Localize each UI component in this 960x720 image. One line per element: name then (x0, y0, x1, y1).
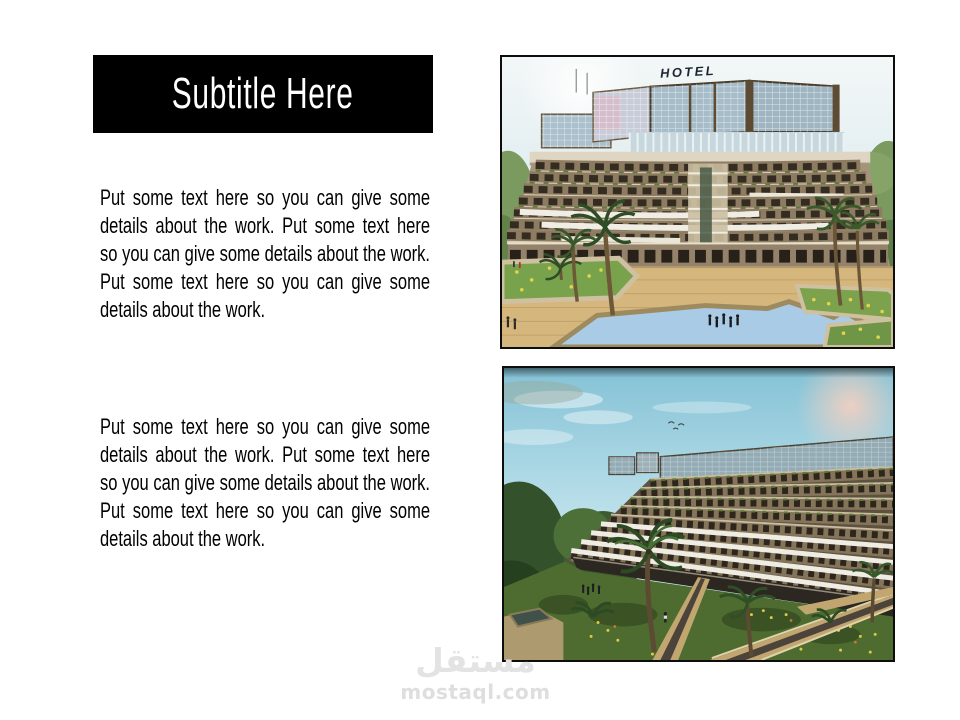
subtitle-box (93, 55, 433, 133)
hotel-sign: HOTEL (659, 62, 717, 81)
watermark (378, 641, 573, 704)
watermark-latin: mostaql.com (400, 679, 551, 704)
watermark-arabic: مستقل (415, 641, 536, 680)
hotel-angle-illustration (504, 368, 893, 660)
hotel-front-illustration (502, 57, 893, 347)
hotel-photo-angle (502, 366, 895, 662)
top-shade (504, 368, 893, 378)
body-paragraph-2: Put some text here so you can give some details about the work. Put some text here so you can give some details about the work. Put some text here so you can give some details about the work. (100, 414, 430, 551)
subtitle-text: Subtitle Here (172, 69, 354, 118)
hotel-photo-front (500, 55, 895, 349)
body-paragraph-1: Put some text here so you can give some details about the work. Put some text here so you can give some details about the work. Put some text here so you can give some details about the work. (100, 185, 430, 322)
